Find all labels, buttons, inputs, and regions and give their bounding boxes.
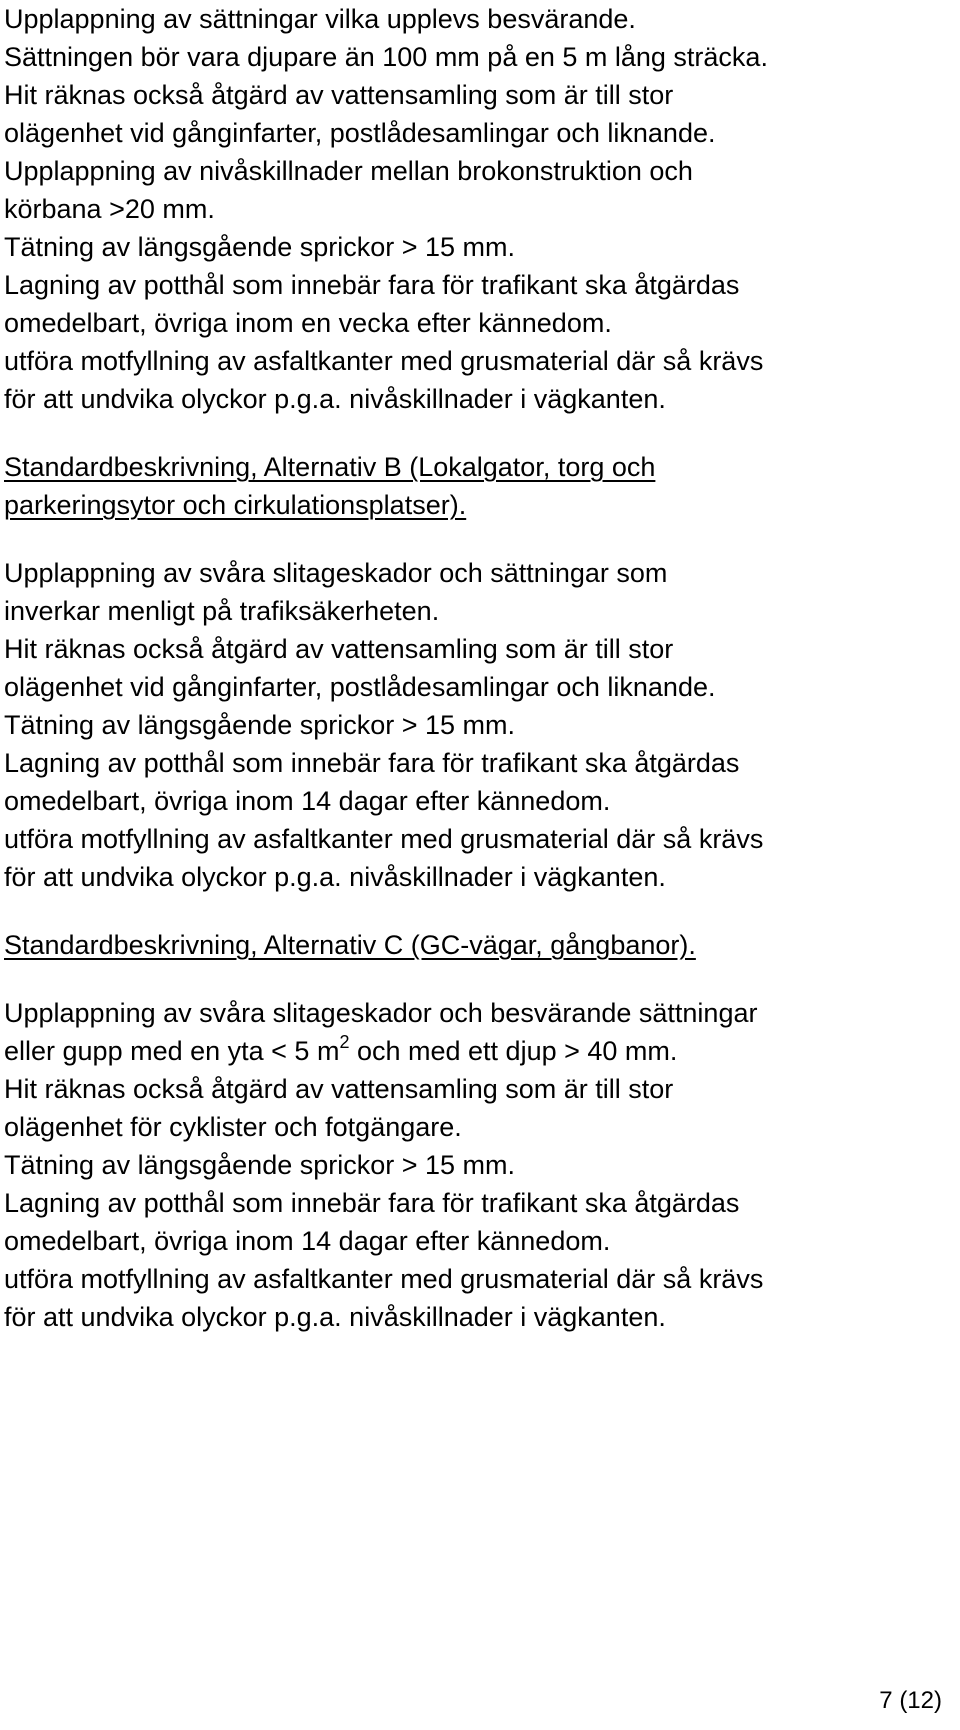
text-line: för att undvika olyckor p.g.a. nivåskillnader i vägkanten. bbox=[4, 384, 666, 414]
text-line: för att undvika olyckor p.g.a. nivåskillnader i vägkanten. bbox=[4, 862, 666, 892]
text-line: Lagning av potthål som innebär fara för trafikant ska åtgärdas bbox=[4, 1188, 740, 1218]
section-b-body bbox=[4, 554, 954, 896]
text-line: olägenhet vid gånginfarter, postlådesamlingar och liknande. bbox=[4, 672, 716, 702]
text-line: inverkar menligt på trafiksäkerheten. bbox=[4, 596, 440, 626]
section-a-continued bbox=[4, 0, 954, 418]
text-line: Lagning av potthål som innebär fara för trafikant ska åtgärdas bbox=[4, 748, 740, 778]
document-body bbox=[4, 0, 954, 1336]
section-heading-line: Standardbeskrivning, Alternativ C (GC-vägar, gångbanor). bbox=[4, 930, 696, 960]
text-line: Tätning av längsgående sprickor > 15 mm. bbox=[4, 232, 516, 262]
text-line: för att undvika olyckor p.g.a. nivåskillnader i vägkanten. bbox=[4, 1302, 666, 1332]
text-line: utföra motfyllning av asfaltkanter med grusmaterial där så krävs bbox=[4, 824, 764, 854]
text-line: Tätning av längsgående sprickor > 15 mm. bbox=[4, 710, 516, 740]
section-heading-line: Standardbeskrivning, Alternativ B (Lokalgator, torg och bbox=[4, 452, 656, 482]
text-line: Lagning av potthål som innebär fara för trafikant ska åtgärdas bbox=[4, 270, 740, 300]
paragraph-spacer bbox=[4, 964, 954, 994]
paragraph-spacer bbox=[4, 896, 954, 926]
text-line: Upplappning av nivåskillnader mellan brokonstruktion och bbox=[4, 156, 693, 186]
paragraph-spacer bbox=[4, 418, 954, 448]
text-line: Upplappning av sättningar vilka upplevs besvärande. bbox=[4, 4, 636, 34]
text-line: Upplappning av svåra slitageskador och besvärande sättningar bbox=[4, 998, 758, 1028]
text-line: omedelbart, övriga inom 14 dagar efter kännedom. bbox=[4, 1226, 611, 1256]
text-line-with-superscript bbox=[4, 1032, 954, 1070]
page-number: 7 (12) bbox=[879, 1687, 942, 1714]
text-fragment: eller gupp med en yta < 5 m bbox=[4, 1036, 340, 1066]
text-fragment: och med ett djup > 40 mm. bbox=[349, 1036, 678, 1066]
text-line: omedelbart, övriga inom en vecka efter kännedom. bbox=[4, 308, 612, 338]
section-b-heading bbox=[4, 448, 954, 524]
text-line: olägenhet vid gånginfarter, postlådesamlingar och liknande. bbox=[4, 118, 716, 148]
section-heading-line: parkeringsytor och cirkulationsplatser). bbox=[4, 490, 467, 520]
text-line: Tätning av längsgående sprickor > 15 mm. bbox=[4, 1150, 516, 1180]
text-line: Hit räknas också åtgärd av vattensamling som är till stor bbox=[4, 1074, 674, 1104]
paragraph-spacer bbox=[4, 524, 954, 554]
text-line: omedelbart, övriga inom 14 dagar efter kännedom. bbox=[4, 786, 611, 816]
text-line: olägenhet för cyklister och fotgängare. bbox=[4, 1112, 462, 1142]
text-line: Hit räknas också åtgärd av vattensamling som är till stor bbox=[4, 80, 674, 110]
text-line: körbana >20 mm. bbox=[4, 194, 215, 224]
section-c-heading bbox=[4, 926, 954, 964]
text-line: Upplappning av svåra slitageskador och sättningar som bbox=[4, 558, 668, 588]
text-line: utföra motfyllning av asfaltkanter med grusmaterial där så krävs bbox=[4, 346, 764, 376]
section-c-body bbox=[4, 994, 954, 1336]
text-line: Sättningen bör vara djupare än 100 mm på en 5 m lång sträcka. bbox=[4, 42, 768, 72]
text-line: Hit räknas också åtgärd av vattensamling som är till stor bbox=[4, 634, 674, 664]
superscript-exponent: 2 bbox=[339, 1032, 350, 1052]
text-line: utföra motfyllning av asfaltkanter med grusmaterial där så krävs bbox=[4, 1264, 764, 1294]
